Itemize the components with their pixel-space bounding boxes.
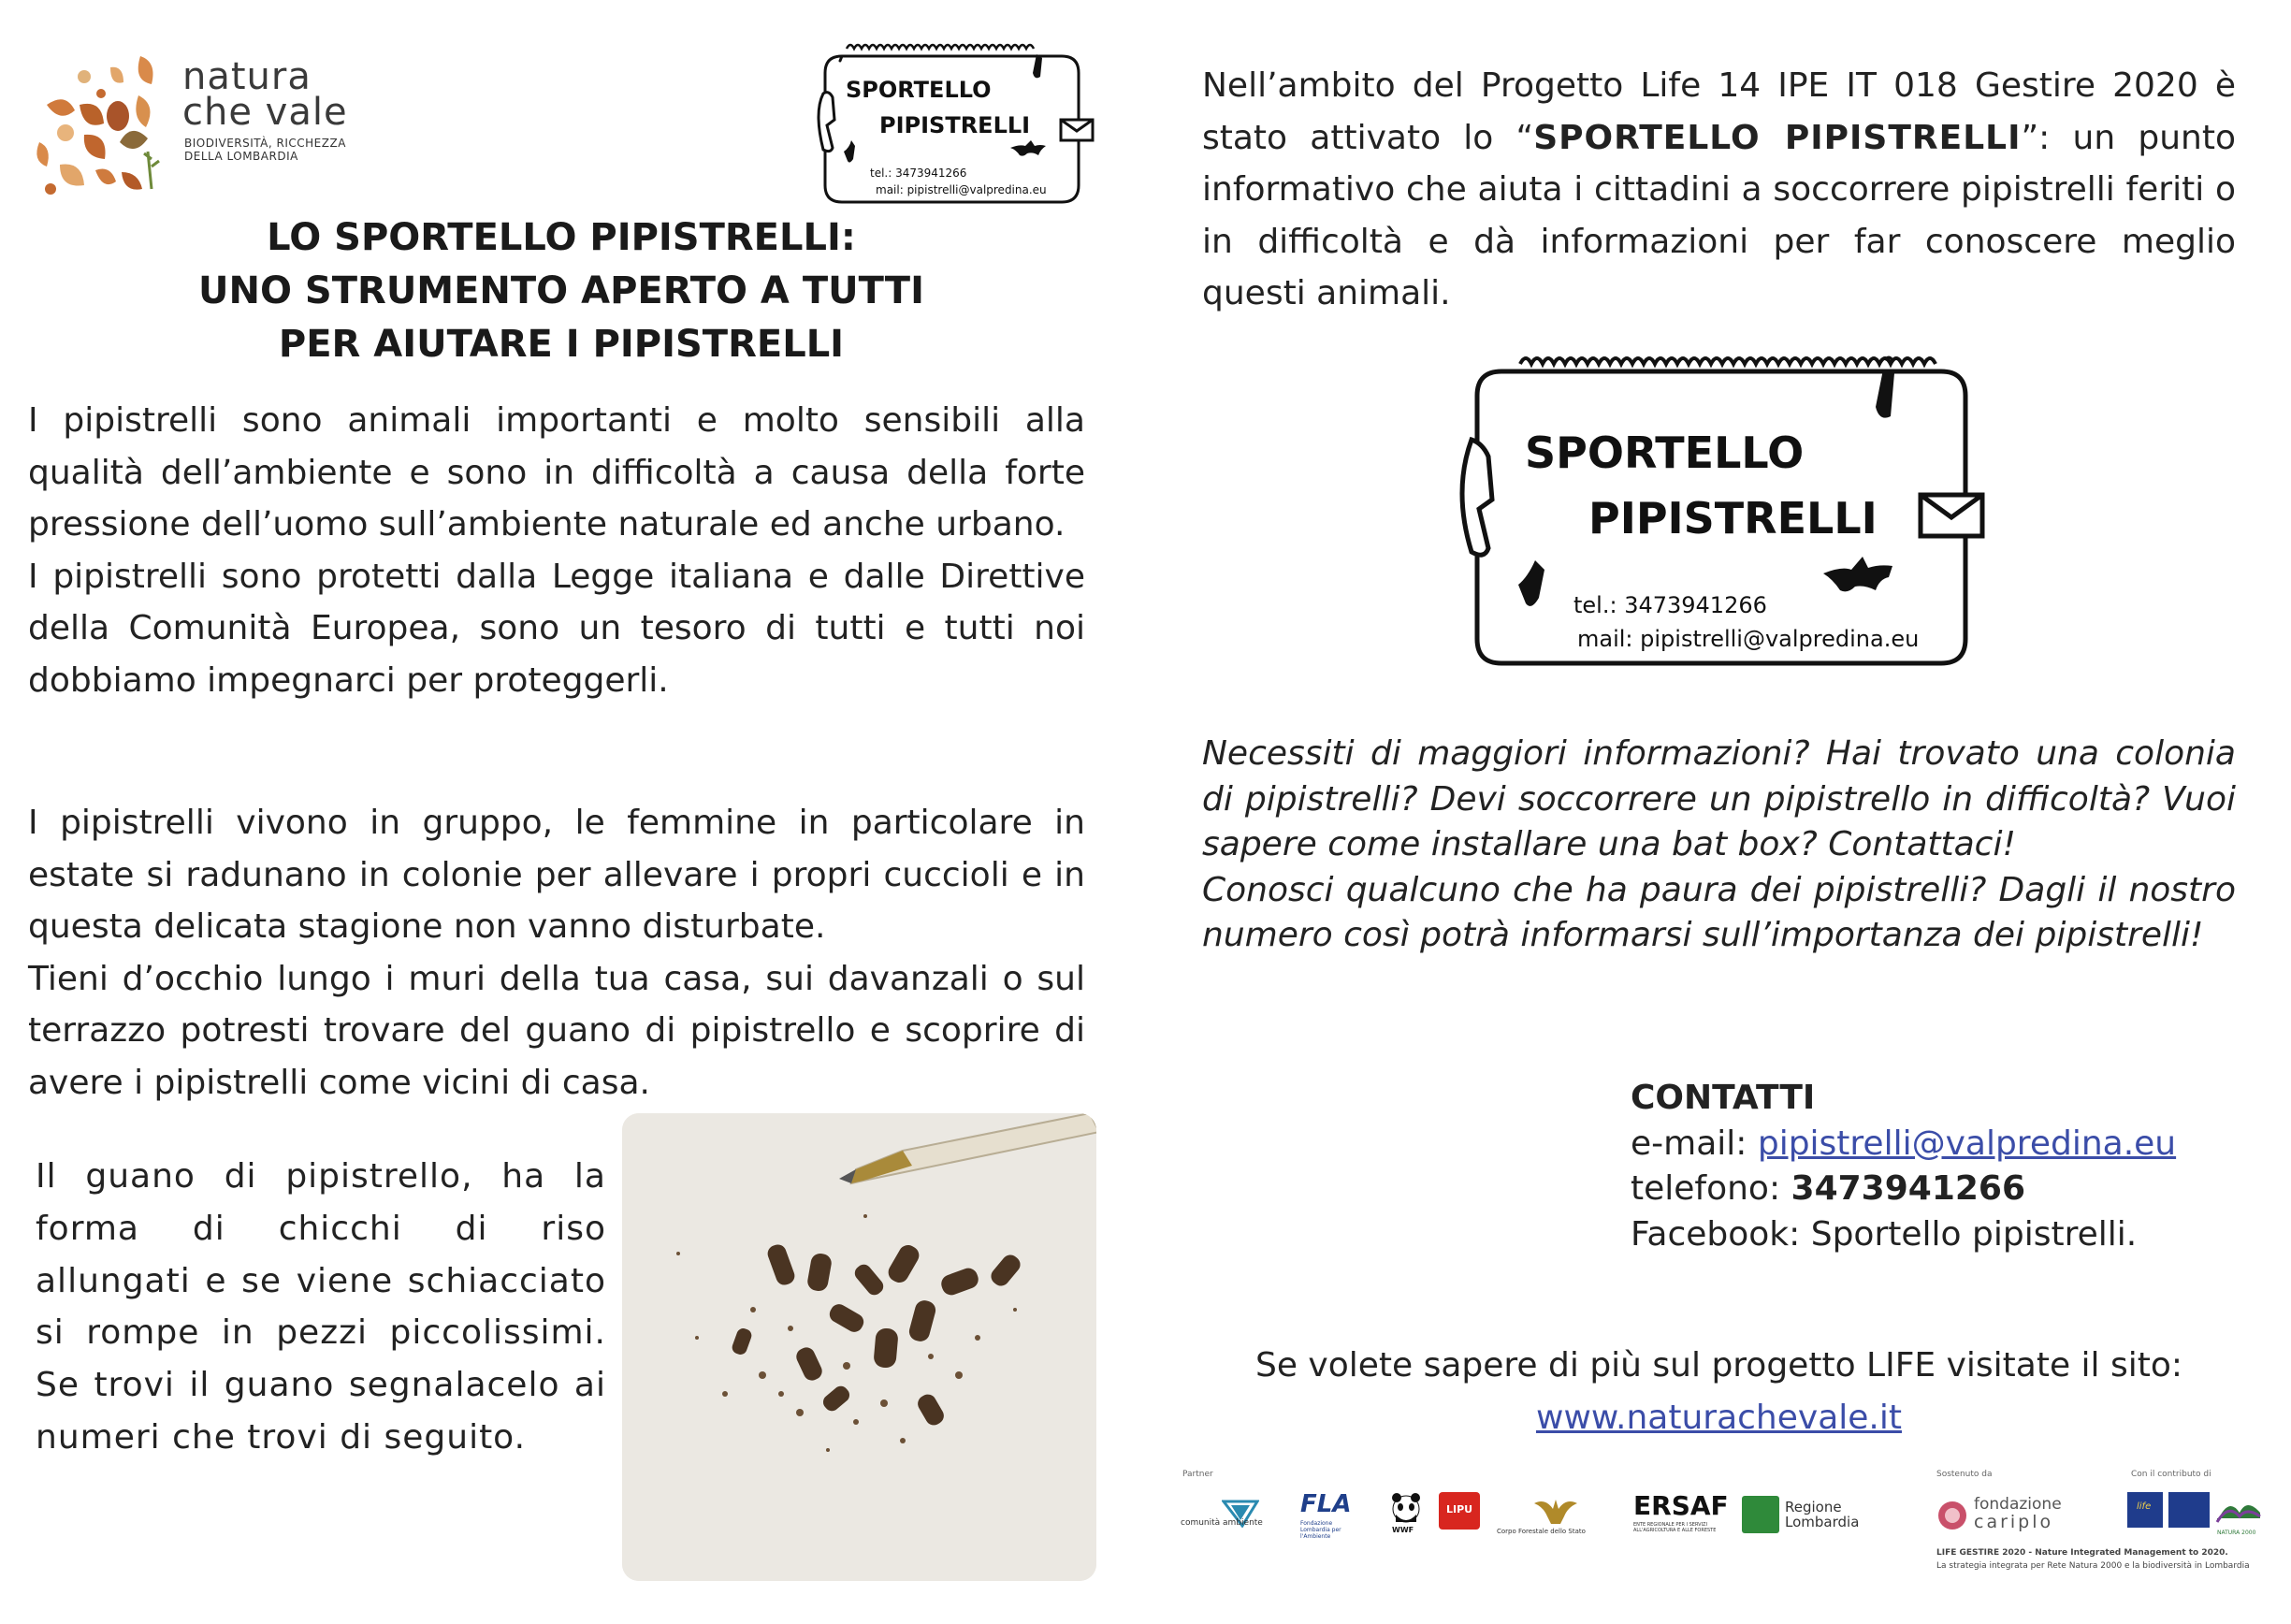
regione-lombardia-icon (1742, 1496, 1779, 1533)
sostenuto-label: Sostenuto da (1936, 1470, 1993, 1479)
email-label: e-mail: (1631, 1124, 1758, 1163)
brand-tagline-line2: DELLA LOMBARDIA (184, 150, 298, 163)
guano-pellets-image (622, 1113, 1096, 1581)
paragraph-1a: I pipistrelli sono animali importanti e molto sensibili alla qualità dell’ambiente e sono in difficoltà a causa della forte pressione dell’uomo sull’ambiente naturale ed anche urbano. (28, 401, 1085, 544)
contacts-block (1631, 1076, 2239, 1257)
partner-logos (1177, 1464, 2271, 1576)
partner-lombardia: Lombardia (1785, 1514, 1860, 1530)
brand-name-line2: che vale (182, 91, 348, 134)
italic-paragraph-1: Necessiti di maggiori informazioni? Hai trovato una colonia di pipistrelli? Devi soccorrere un pipistrello in difficoltà? Vuoi sapere come installare una bat box? Contattaci! (1202, 734, 2236, 863)
left-heading (122, 211, 1001, 371)
paragraph-2a: I pipistrelli vivono in gruppo, le femmine in particolare in estate si radunano in colonie per allevare i propri cuccioli e in questa delicata stagione non vanno disturbate. (28, 804, 1085, 946)
paragraph-1b: I pipistrelli sono protetti dalla Legge italiana e dalle Direttive della Comunità Europea, sono un tesoro di tutti e tutti noi dobbiamo impegnarci per proteggerli. (28, 557, 1085, 700)
partner-ersaf-sub: ENTE REGIONALE PER I SERVIZI ALL'AGRICOLTURA E ALLE FORESTE (1633, 1522, 1717, 1533)
italic-paragraph-2: Conosci qualcuno che ha paura dei pipistrelli? Dagli il nostro numero così potrà informarsi sull’importanza dei pipistrelli! (1202, 870, 2236, 954)
partner-caption-1: LIFE GESTIRE 2020 - Nature Integrated Management to 2020. (1936, 1548, 2228, 1558)
sportello-logo-line2: PIPISTRELLI (1588, 493, 1878, 544)
phone-row (1631, 1167, 2239, 1212)
email-link[interactable]: pipistrelli@valpredina.eu (1757, 1124, 2177, 1163)
partner-comunita-ambiente: comunità ambiente (1181, 1518, 1263, 1528)
paragraph-guano: Il guano di pipistrello, ha la forma di chicchi di riso allungati e se viene schiacciato si rompe in pezzi piccolissimi. Se trovi il guano segnalacelo ai numeri che trovi di seguito. (36, 1157, 606, 1457)
partner-cariplo: cariplo (1974, 1512, 2054, 1532)
brand-tagline-line1: BIODIVERSITÀ, RICCHEZZA (184, 137, 346, 150)
sportello-logo-small (805, 37, 1104, 215)
site-link[interactable]: www.naturachevale.it (1536, 1399, 1902, 1437)
partner-fla: FLA (1300, 1490, 1352, 1518)
partner-caption-2: La strategia integrata per Rete Natura 2000 e la biodiversità in Lombardia (1936, 1561, 2250, 1571)
contacts-title: CONTATTI (1631, 1079, 1816, 1117)
wwf-panda-icon (1390, 1490, 1422, 1524)
heading-line-2: UNO STRUMENTO APERTO A TUTTI (198, 269, 924, 312)
partner-regione: Regione (1785, 1499, 1842, 1515)
partner-corpo-forestale: Corpo Forestale dello Stato (1497, 1528, 1586, 1535)
sportello-logo-mail: mail: pipistrelli@valpredina.eu (876, 183, 1047, 196)
sportello-logo-large (1445, 351, 2007, 683)
contact-invitation (1202, 732, 2236, 959)
natura2000-icon (2215, 1490, 2262, 1528)
heading-line-3: PER AIUTARE I PIPISTRELLI (278, 323, 845, 366)
guano-photo (622, 1113, 1096, 1581)
sportello-logo-line1: SPORTELLO (1525, 428, 1805, 478)
brand-name-line1: natura (182, 55, 312, 98)
partner-fondazione: fondazione (1974, 1495, 2062, 1514)
partner-lipu: LIPU (1446, 1503, 1473, 1515)
intro-text-post: ”: un punto informativo che aiuta i cittadini a soccorrere pipistrelli feriti o in difficoltà e dà informazioni per far conoscere meglio questi animali. (1202, 118, 2236, 312)
paragraph-2b: Tieni d’occhio lungo i muri della tua casa, sui davanzali o sul terrazzo potresti trovare del guano di pipistrello e scoprire di avere i pipistrelli come vicini di casa. (28, 959, 1085, 1102)
intro-paragraph (1202, 60, 2236, 320)
sportello-logo-line1: SPORTELLO (846, 77, 992, 103)
sportello-logo-tel: tel.: 3473941266 (870, 167, 967, 180)
partner-wwf: WWF (1392, 1526, 1414, 1534)
partner-fla-sub: Fondazione Lombardia per l'Ambiente (1300, 1520, 1341, 1540)
paragraph-importance (28, 395, 1085, 706)
contributo-label: Con il contributo di (2131, 1470, 2211, 1479)
intro-text-bold: SPORTELLO PIPISTRELLI (1533, 118, 2022, 157)
sportello-logo-tel: tel.: 3473941266 (1573, 592, 1767, 618)
phone-label: telefono: (1631, 1169, 1791, 1208)
facebook-row: Facebook: Sportello pipistrelli. (1631, 1214, 2138, 1254)
sportello-logo-line2: PIPISTRELLI (879, 112, 1031, 138)
intro-text-pre: Nell’ambito del Progetto Life 14 IPE IT 018 Gestire 2020 è stato attivato lo “ (1202, 66, 2236, 157)
site-invitation: Se volete sapere di più sul progetto LIFE visitate il sito: (1254, 1346, 2183, 1385)
paragraph-colonies (28, 797, 1085, 1109)
partner-label: Partner (1182, 1470, 1213, 1479)
partner-natura2000: NATURA 2000 (2217, 1530, 2256, 1536)
heading-line-1: LO SPORTELLO PIPISTRELLI: (267, 216, 856, 259)
partner-ersaf: ERSAF (1633, 1490, 1729, 1521)
leaves-icon (28, 49, 178, 208)
sportello-logo-mail: mail: pipistrelli@valpredina.eu (1577, 626, 1920, 652)
natura-che-vale-logo (28, 49, 365, 208)
cariplo-icon (1936, 1500, 1968, 1531)
email-row (1631, 1122, 2239, 1167)
phone-number: 3473941266 (1791, 1169, 2026, 1208)
eagle-icon (1532, 1496, 1579, 1524)
partner-life: life (2137, 1501, 2152, 1512)
eu-flag-icon (2168, 1492, 2210, 1528)
